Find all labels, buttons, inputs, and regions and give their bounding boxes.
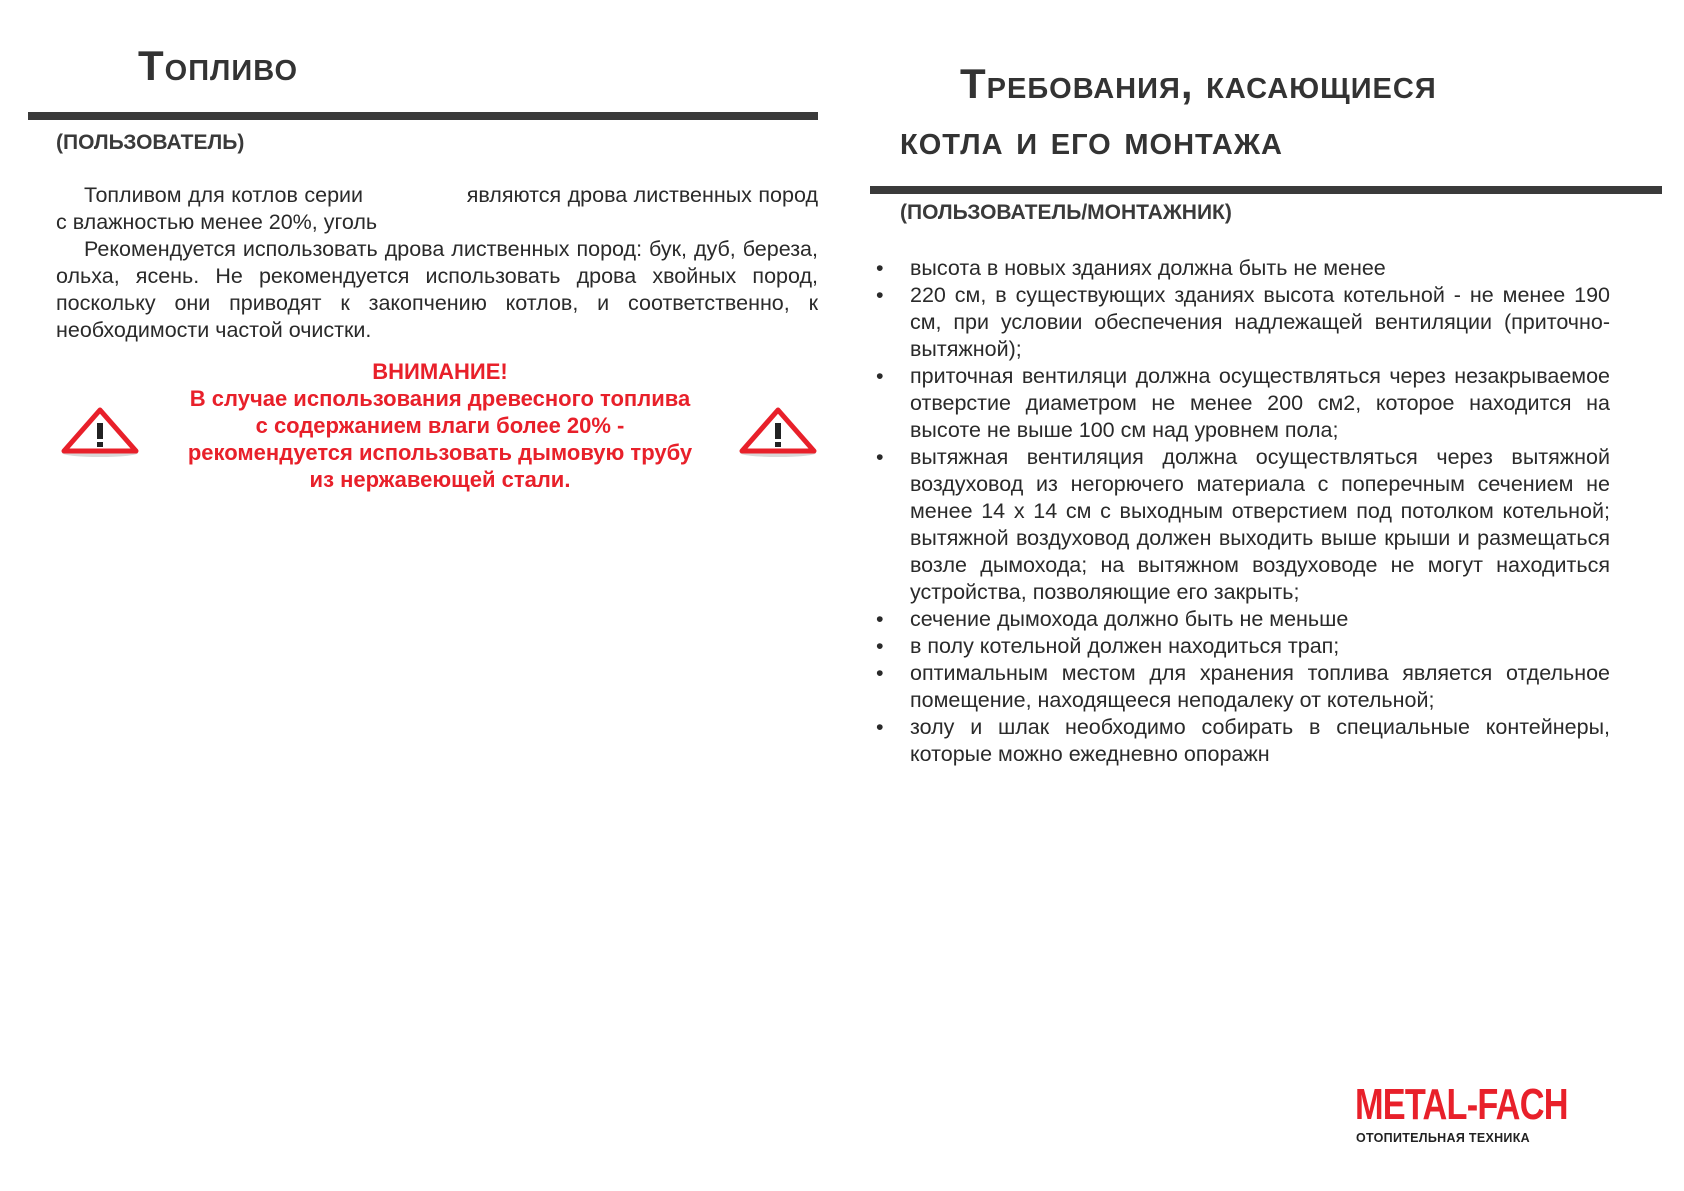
left-subtitle: (ПОЛЬЗОВАТЕЛЬ) <box>56 131 245 154</box>
warning-block <box>130 358 750 493</box>
list-item-text: вытяжная вентиляция должна осуществляться через вытяжной воздуховод из негорючего материала с поперечным сечением не менее 14 х 14 см с выходным отверстием под потолком котельной; вытяжной воздуховод должен выходить выше крыши и размещаться возле дымохода; на вытяжном воздуховоде не могут находиться устройства, позволяющие его закрыть; <box>910 445 1610 604</box>
bullet-glyph: • <box>876 364 884 388</box>
fuel-paragraph-2 <box>56 236 818 344</box>
list-item-text: оптимальным местом для хранения топлива является отдельное помещение, находящееся неподалеку от котельной; <box>910 661 1610 712</box>
list-item <box>872 714 1610 768</box>
brand-logo-tagline: ОТОПИТЕЛЬНАЯ ТЕХНИКА <box>1356 1131 1530 1145</box>
list-item <box>872 363 1610 444</box>
brand-logo-wordmark: METAL-FACH <box>1355 1080 1568 1129</box>
list-item-text: высота в новых зданиях должна быть не менее <box>910 256 1386 280</box>
left-page-title: Топливо <box>138 42 299 89</box>
warning-line-1: В случае использования древесного топлива <box>189 386 691 411</box>
fuel-paragraph-1 <box>56 182 824 236</box>
left-body <box>56 182 824 344</box>
list-item <box>872 660 1610 714</box>
left-title-rule <box>28 112 818 120</box>
warning-line-4: из нержавеющей стали. <box>309 467 571 492</box>
list-item-text: 220 см, в существующих зданиях высота котельной - не менее 190 см, при условии обеспечения надлежащей вентиляции (приточно-вытяжной); <box>910 283 1610 361</box>
warning-heading: ВНИМАНИЕ! <box>372 359 508 384</box>
right-page-title-line-2: котла и его монтажа <box>900 116 1283 163</box>
fuel-paragraph-2-text: Рекомендуется использовать дрова лиственных пород: бук, дуб, береза, ольха, ясень. Не рекомендуется использовать дрова хвойных пород, поскольку они приводят к закопчению котлов, и соответственно, к необходимости частой очистки. <box>56 237 818 342</box>
bullet-glyph: • <box>876 634 884 658</box>
list-item <box>872 633 1610 660</box>
warning-line-3: рекомендуется использовать дымовую трубу <box>187 440 693 465</box>
list-item-text: приточная вентиляци должна осуществляться через незакрываемое отверстие диаметром не менее 200 см2, которое находится на высоте не выше 100 см над уровнем пола; <box>910 364 1610 442</box>
list-item <box>872 444 1610 606</box>
fuel-paragraph-1-text: Топливом для котлов серии являются дрова лиственных пород с влажностью менее 20%, уголь <box>56 183 824 234</box>
warning-triangle-icon <box>60 407 140 459</box>
bullet-glyph: • <box>876 283 884 307</box>
requirements-list <box>872 255 1610 768</box>
list-item-text: золу и шлак необходимо собирать в специальные контейнеры, которые можно ежедневно опоражн <box>910 715 1610 766</box>
list-item <box>872 606 1610 633</box>
bullet-glyph: • <box>876 661 884 685</box>
right-page-title-line-1: Требования, касающиеся <box>960 60 1437 107</box>
list-item-text: сечение дымохода должно быть не меньше <box>910 607 1349 631</box>
bullet-glyph: • <box>876 715 884 739</box>
bullet-glyph: • <box>876 445 884 469</box>
list-item <box>872 255 1610 282</box>
brand-logo <box>1355 1080 1568 1153</box>
list-item-text: в полу котельной должен находиться трап; <box>910 634 1340 658</box>
list-item <box>872 282 1610 363</box>
right-subtitle: (ПОЛЬЗОВАТЕЛЬ/МОНТАЖНИК) <box>900 201 1232 224</box>
warning-triangle-icon-right <box>738 407 818 459</box>
bullet-glyph: • <box>876 607 884 631</box>
right-title-rule <box>870 186 1662 194</box>
warning-line-2: с содержанием влаги более 20% - <box>255 413 625 438</box>
bullet-glyph: • <box>876 256 884 280</box>
